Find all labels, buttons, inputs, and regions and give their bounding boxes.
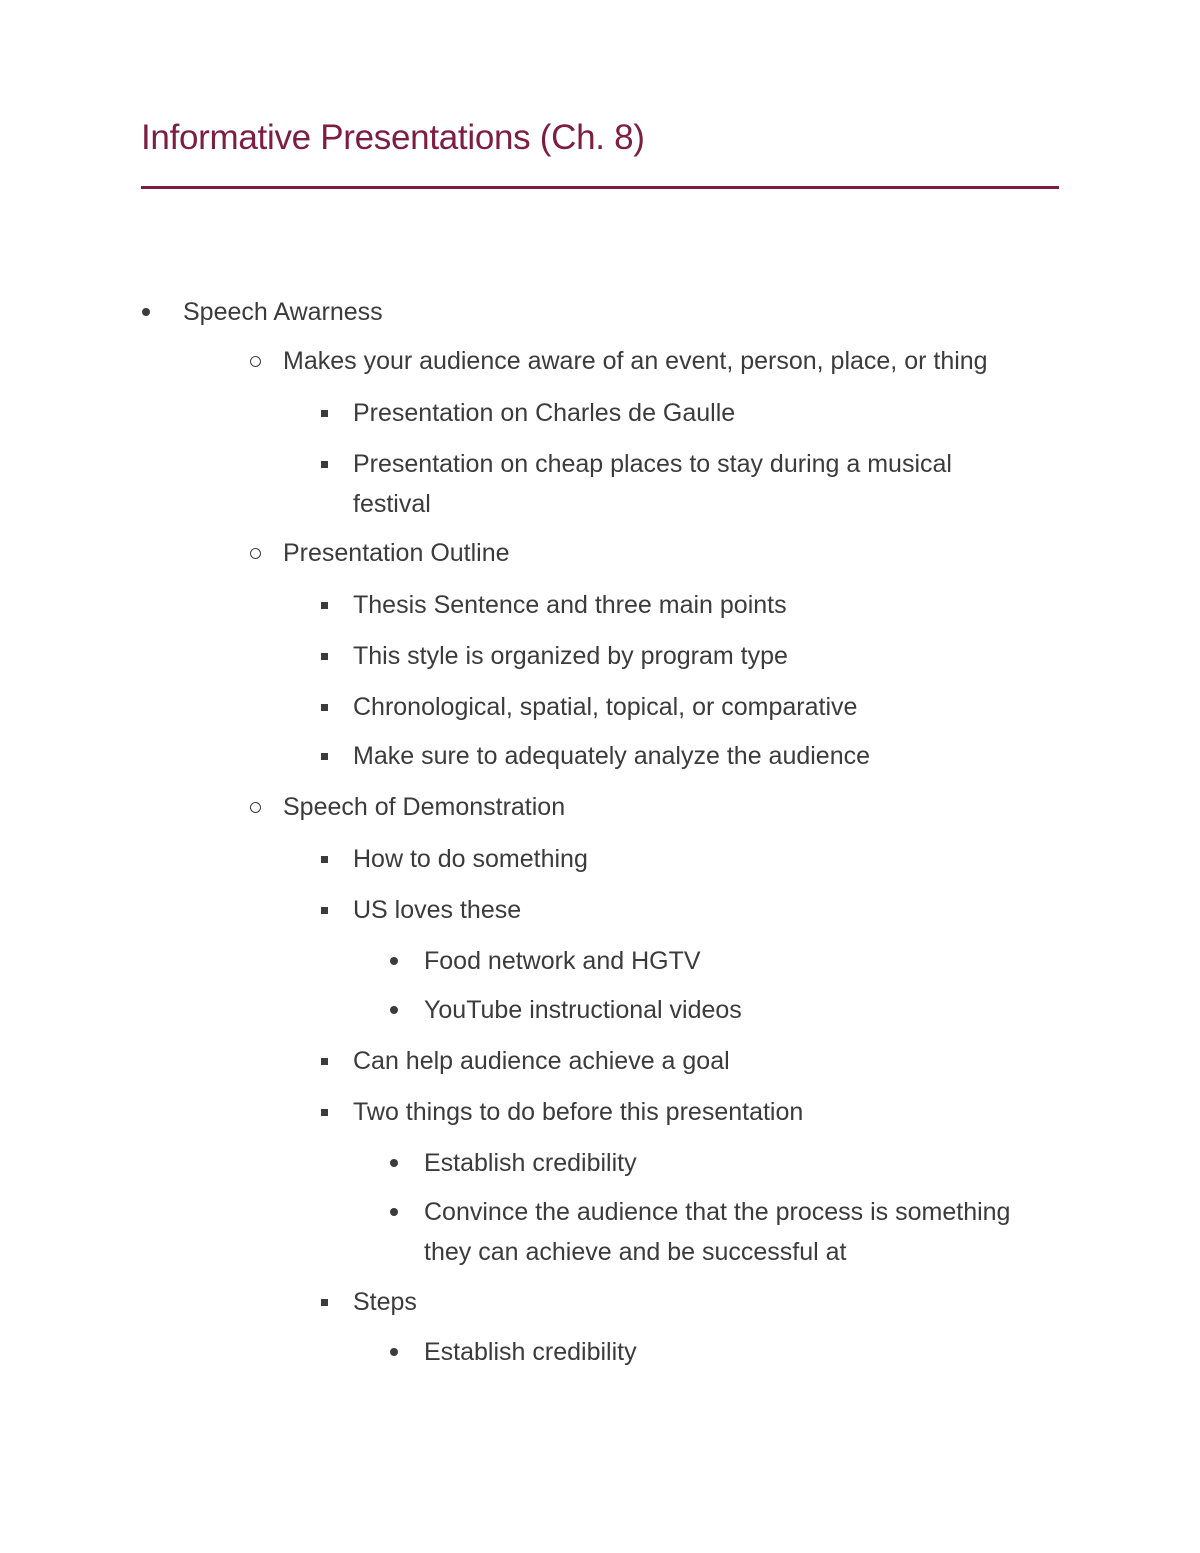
bullet-square-icon	[321, 704, 328, 711]
outline-item-level-3	[321, 1041, 730, 1081]
bullet-square-icon	[321, 753, 328, 760]
outline-item-text: Speech Awarness	[183, 298, 383, 326]
bullet-circle-icon	[250, 356, 261, 367]
bullet-square-icon	[321, 1109, 328, 1116]
outline-item-level-4	[390, 1143, 637, 1183]
bullet-square-icon	[321, 1299, 328, 1306]
outline-item-text: Steps	[353, 1288, 417, 1316]
outline-item-level-3	[321, 687, 857, 727]
bullet-square-icon	[321, 1058, 328, 1065]
outline-item-level-4	[390, 1192, 1064, 1272]
outline-item-level-3	[321, 1092, 803, 1132]
title-rule	[141, 186, 1059, 189]
outline-item-level-3	[321, 393, 735, 433]
outline-item-level-4	[390, 990, 742, 1030]
outline-item-level-2	[250, 787, 565, 827]
outline-item-text: How to do something	[353, 845, 588, 873]
bullet-square-icon	[321, 461, 328, 468]
outline-item-text: This style is organized by program type	[353, 642, 788, 670]
outline-item-text: Thesis Sentence and three main points	[353, 591, 787, 619]
outline-item-level-2	[250, 341, 988, 381]
outline-item-level-3	[321, 1282, 417, 1322]
outline-item-text: Convince the audience that the process is something they can achieve and be successful at	[424, 1198, 1011, 1266]
outline-item-text: Speech of Demonstration	[283, 793, 566, 821]
outline-item-text: Make sure to adequately analyze the audience	[353, 742, 871, 770]
outline-item-level-3	[321, 890, 521, 930]
bullet-dot-icon	[390, 957, 398, 965]
outline-item-text: Presentation Outline	[283, 539, 510, 567]
outline-item-text: Makes your audience aware of an event, person, place, or thing	[283, 347, 988, 375]
bullet-dot-icon	[390, 1006, 398, 1014]
outline-item-level-2	[250, 533, 510, 573]
bullet-dot-icon	[390, 1159, 398, 1167]
outline-item-text: Two things to do before this presentation	[353, 1098, 804, 1126]
outline-item-level-3	[321, 636, 788, 676]
bullet-dot-icon	[390, 1208, 398, 1216]
outline-item-level-3	[321, 839, 588, 879]
outline-item-text: Presentation on cheap places to stay during a musical festival	[353, 450, 952, 518]
bullet-square-icon	[321, 410, 328, 417]
bullet-circle-icon	[250, 802, 261, 813]
outline-item-text: Can help audience achieve a goal	[353, 1047, 730, 1075]
outline-item-level-3	[321, 736, 870, 776]
outline-item-text: US loves these	[353, 896, 522, 924]
outline-item-text: Food network and HGTV	[424, 947, 701, 975]
outline-item-level-3	[321, 444, 1003, 524]
bullet-circle-icon	[250, 548, 261, 559]
bullet-square-icon	[321, 907, 328, 914]
bullet-dot-icon	[390, 1348, 398, 1356]
bullet-square-icon	[321, 602, 328, 609]
outline-item-level-4	[390, 1332, 637, 1372]
bullet-square-icon	[321, 653, 328, 660]
outline-item-text: Presentation on Charles de Gaulle	[353, 399, 736, 427]
bullet-square-icon	[321, 856, 328, 863]
outline-item-level-1	[142, 292, 383, 332]
outline-item-text: Establish credibility	[424, 1149, 637, 1177]
outline-item-text: YouTube instructional videos	[424, 996, 742, 1024]
outline-item-level-4	[390, 941, 701, 981]
page-title: Informative Presentations (Ch. 8)	[141, 118, 645, 157]
outline-item-text: Establish credibility	[424, 1338, 637, 1366]
outline-item-level-3	[321, 585, 787, 625]
bullet-dot-icon	[142, 308, 150, 316]
outline-item-text: Chronological, spatial, topical, or comparative	[353, 693, 858, 721]
